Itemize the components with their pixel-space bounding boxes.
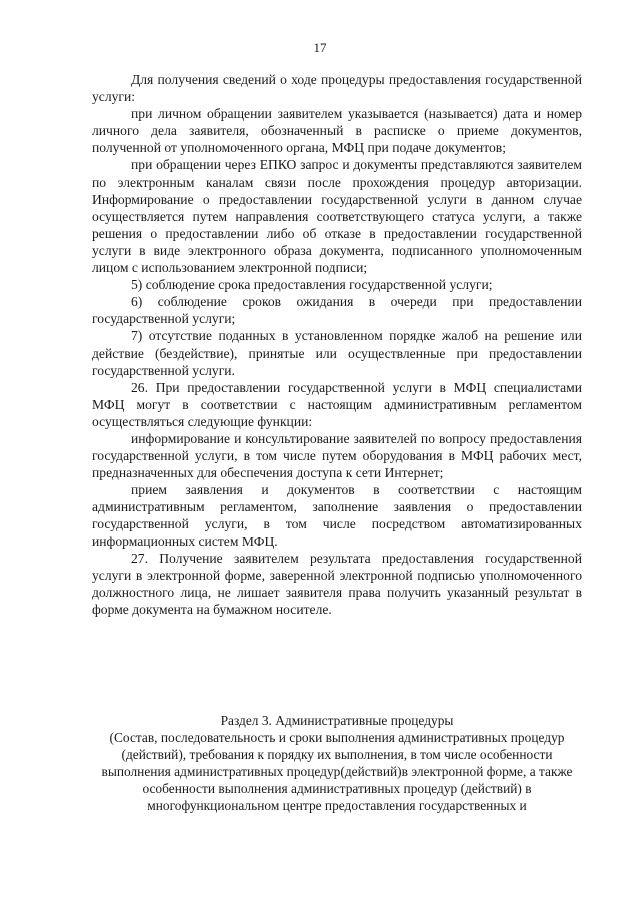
body-text <box>92 71 582 618</box>
paragraph: при обращении через ЕПКО запрос и документы представляются заявителем по электронным каналам связи после прохождения процедур авторизации. Информирование о предоставлении государственной услуги в данном случае осуществляется путем направления соответствующего статуса услуги, а также решения о предоставлении либо об отказе в предоставлении государственной услуги в виде электронного образа документа, подписанного уполномоченным лицом с использованием электронной подписи; <box>92 157 582 276</box>
section-subtitle: (Состав, последовательность и сроки выполнения административных процедур (действий), требования к порядку их выполнения, в том числе особенности выполнения административных процедур(действий)в электронной форме, а также особенности выполнения административных процедур (действий) в многофункциональном центре предоставления государственных и <box>101 730 573 813</box>
paragraph: информирование и консультирование заявителей по вопросу предоставления государственной услуги, в том числе путем оборудования в МФЦ рабочих мест, предназначенных для обеспечения доступа к сети Интернет; <box>92 430 582 481</box>
paragraph: прием заявления и документов в соответствии с настоящим административным регламентом, заполнение заявления о предоставлении государственной услуги, в том числе посредством автоматизированных информационных систем МФЦ. <box>92 482 582 549</box>
paragraph: 6) соблюдение сроков ожидания в очереди при предоставлении государственной услуги; <box>92 294 582 327</box>
paragraph: 27. Получение заявителем результата предоставления государственной услуги в электронной форме, заверенной электронной подписью уполномоченного должностного лица, не лишает заявителя права получить указанный результат в форме документа на бумажном носителе. <box>92 550 582 617</box>
section-title: Раздел 3. Административные процедуры <box>220 713 454 728</box>
paragraph: Для получения сведений о ходе процедуры предоставления государственной услуги: <box>92 72 582 105</box>
paragraph: 26. При предоставлении государственной услуги в МФЦ специалистами МФЦ могут в соответствии с настоящим административным регламентом осуществляться следующие функции: <box>92 379 582 429</box>
section-heading <box>92 712 582 814</box>
paragraph: при личном обращении заявителем указывается (называется) дата и номер личного дела заявителя, обозначенный в расписке о приеме документов, полученной от уполномоченного органа, МФЦ при подаче документов; <box>92 106 582 156</box>
paragraph: 7) отсутствие поданных в установленном порядке жалоб на решение или действие (бездействие), принятые или осуществленные при предоставлении государственной услуги. <box>92 328 582 378</box>
page-number: 17 <box>313 40 327 55</box>
paragraph: 5) соблюдение срока предоставления государственной услуги; <box>131 277 493 293</box>
